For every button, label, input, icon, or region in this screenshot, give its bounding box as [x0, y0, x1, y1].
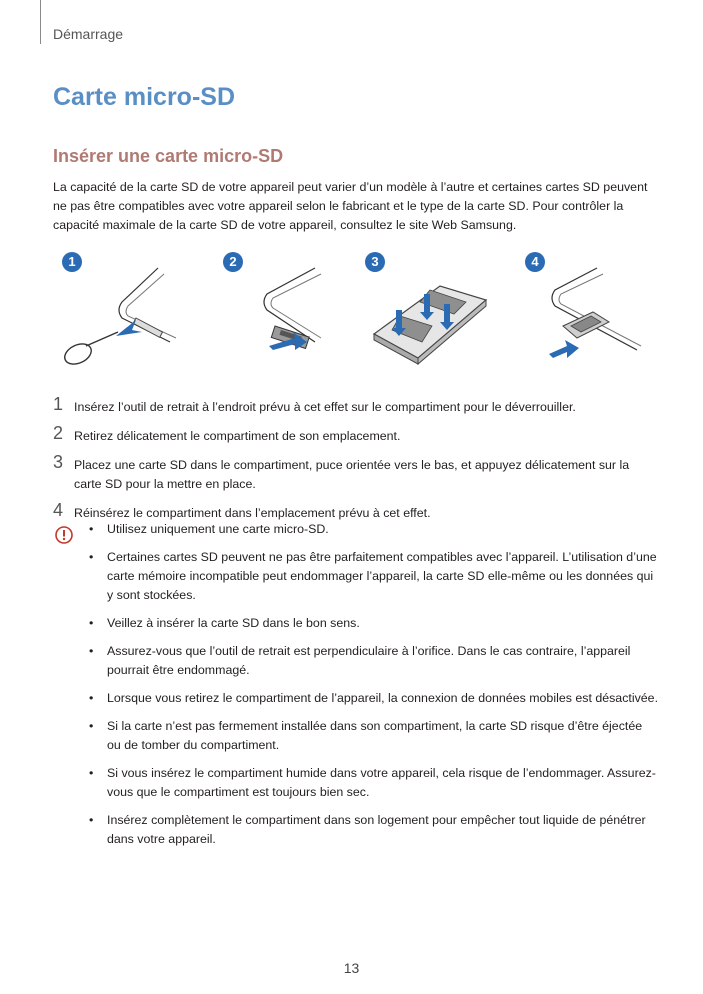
bullet-mark: •	[89, 766, 94, 780]
step-text: Insérez l’outil de retrait à l’endroit prévu à cet effet sur le compartiment pour le déverrouiller.	[74, 400, 576, 414]
step-item	[53, 423, 653, 446]
step-number: 4	[53, 500, 64, 520]
caution-text: Assurez-vous que l’outil de retrait est perpendiculaire à l’orifice. Dans le cas contraire, l’appareil pourrait être endommagé.	[107, 644, 631, 677]
caution-list	[88, 520, 658, 858]
caution-icon	[55, 526, 73, 544]
step-number: 1	[53, 394, 64, 414]
section-subheading: Insérer une carte micro-SD	[53, 146, 284, 166]
caution-text: Si vous insérez le compartiment humide dans votre appareil, cela risque de l’endommager. Assurez-vous que le compartiment est toujours bien sec.	[107, 766, 656, 799]
illustration-remove-tray	[255, 250, 375, 375]
page-number: 13	[343, 960, 360, 976]
caution-item	[88, 811, 658, 849]
illustration-row	[0, 250, 703, 380]
caution-item	[88, 689, 658, 708]
bullet-mark: •	[89, 644, 94, 658]
step-text: Placez une carte SD dans le compartiment, puce orientée vers le bas, et appuyez délicatement sur la carte SD pour la mettre en place.	[74, 458, 630, 491]
step-text: Réinsérez le compartiment dans l’emplacement prévu à cet effet.	[74, 506, 431, 520]
caution-text: Lorsque vous retirez le compartiment de l’appareil, la connexion de données mobiles est désactivée.	[107, 691, 659, 705]
caution-item	[88, 717, 658, 755]
illustration-reinsert-tray	[545, 250, 655, 375]
caution-text: Utilisez uniquement une carte micro-SD.	[107, 522, 329, 536]
caution-item	[88, 764, 658, 802]
bullet-mark: •	[89, 691, 94, 705]
caution-text: Certaines cartes SD peuvent ne pas être parfaitement compatibles avec l’appareil. L’utilisation d’une carte mémoire incompatible peut endommager l’appareil, la carte SD elle-même ou les données qui y sont stockées.	[107, 550, 657, 602]
caution-item	[88, 548, 658, 605]
header-divider	[40, 0, 41, 44]
bullet-mark: •	[89, 616, 94, 630]
bullet-mark: •	[89, 550, 94, 564]
step-number: 2	[53, 423, 64, 443]
bullet-mark: •	[89, 522, 94, 536]
illustration-eject-pin	[60, 250, 200, 375]
illustration-insert-card	[370, 250, 490, 375]
caution-item	[88, 614, 658, 633]
intro-paragraph: La capacité de la carte SD de votre appareil peut varier d’un modèle à l’autre et certaines cartes SD peuvent ne pas être compatibles avec votre appareil selon le fabricant et le type de la carte SD. Pour contrôler la capacité maximale de la carte SD de votre appareil, consultez le site Web Samsung.	[53, 180, 648, 232]
step-item	[53, 394, 653, 417]
caution-text: Veillez à insérer la carte SD dans le bon sens.	[107, 616, 360, 630]
page-title: Carte micro-SD	[53, 83, 235, 111]
caution-item	[88, 642, 658, 680]
step-item	[53, 452, 653, 494]
caution-text: Si la carte n’est pas fermement installée dans son compartiment, la carte SD risque d’être éjectée ou de tomber du compartiment.	[107, 719, 643, 752]
step-badge-2: 2	[223, 252, 243, 272]
step-badge-1: 1	[62, 252, 82, 272]
step-badge-3: 3	[365, 252, 385, 272]
steps-list	[53, 394, 653, 533]
caution-text: Insérez complètement le compartiment dans son logement pour empêcher tout liquide de pénétrer dans votre appareil.	[107, 813, 646, 846]
step-number: 3	[53, 452, 64, 472]
bullet-mark: •	[89, 719, 94, 733]
section-label: Démarrage	[53, 26, 124, 42]
caution-item	[88, 520, 658, 539]
step-badge-4: 4	[525, 252, 545, 272]
step-text: Retirez délicatement le compartiment de son emplacement.	[74, 429, 401, 443]
bullet-mark: •	[89, 813, 94, 827]
